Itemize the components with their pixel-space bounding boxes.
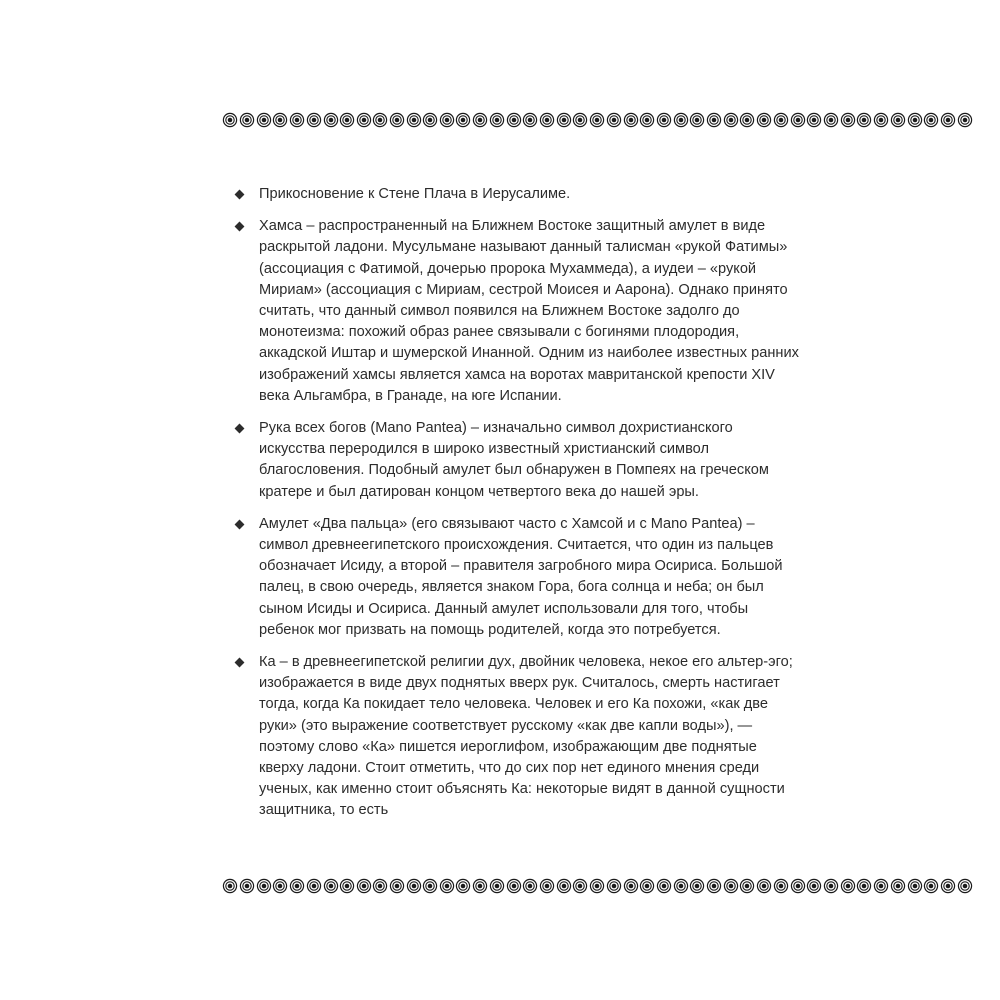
concentric-circle-icon — [289, 878, 305, 894]
list-item — [236, 184, 800, 205]
list-item-text: Прикосновение к Стене Плача в Иерусалиме. — [259, 186, 571, 202]
ornament-group — [572, 878, 639, 894]
ornament-group — [372, 112, 422, 128]
concentric-circle-icon — [372, 878, 388, 894]
concentric-circle-icon — [756, 112, 772, 128]
concentric-circle-icon — [790, 112, 806, 128]
concentric-circle-icon — [339, 878, 355, 894]
concentric-circle-icon — [840, 878, 856, 894]
concentric-circle-icon — [907, 878, 923, 894]
concentric-circle-icon — [489, 878, 505, 894]
concentric-circle-icon — [272, 878, 288, 894]
concentric-circle-icon — [589, 878, 605, 894]
concentric-circle-icon — [272, 112, 288, 128]
ornament-group — [422, 878, 455, 894]
concentric-circle-icon — [957, 878, 973, 894]
concentric-circle-icon — [222, 878, 238, 894]
ornament-group — [272, 112, 339, 128]
list-item-text: Хамса – распространенный на Ближнем Востоке защитный амулет в виде раскрытой ладони. Мусульмане называют данный талисман «рукой Фатимы» (ассоциация с Фатимой, дочерью пророка Мухаммеда), а иудеи – «рукой Мириам» (ассоциация с Мириам, сестрой Моисея и Аарона). Однако принято считать, что данный символ появился на Ближнем Востоке задолго до монотеизма: похожий образ ранее связывали с богинями плодородия, аккадской Иштар и шумерской Инанной. Одним из наиболее известных ранних изображений хамсы является хамса на воротах мавританской крепости XIV века Альгамбра, в Гранаде, на юге Испании. — [259, 218, 799, 404]
ornament-group — [522, 878, 572, 894]
concentric-circle-icon — [356, 112, 372, 128]
concentric-circle-icon — [372, 112, 388, 128]
concentric-circle-icon — [673, 112, 689, 128]
concentric-circle-icon — [706, 112, 722, 128]
concentric-circle-icon — [806, 112, 822, 128]
diamond-bullet-icon — [235, 519, 245, 529]
concentric-circle-icon — [623, 878, 639, 894]
diamond-bullet-icon — [235, 190, 245, 200]
concentric-circle-icon — [289, 112, 305, 128]
ornament-group — [856, 878, 923, 894]
ornament-group — [372, 878, 422, 894]
diamond-bullet-icon — [235, 658, 245, 668]
concentric-circle-icon — [689, 878, 705, 894]
list-item — [236, 514, 800, 641]
ornament-group — [806, 878, 856, 894]
concentric-circle-icon — [522, 878, 538, 894]
concentric-circle-icon — [323, 112, 339, 128]
concentric-circle-icon — [323, 878, 339, 894]
ornament-group — [689, 112, 739, 128]
concentric-circle-icon — [689, 112, 705, 128]
concentric-circle-icon — [472, 878, 488, 894]
concentric-circle-icon — [940, 112, 956, 128]
concentric-circle-icon — [706, 878, 722, 894]
concentric-circle-icon — [723, 878, 739, 894]
concentric-circle-icon — [623, 112, 639, 128]
diamond-bullet-icon — [235, 222, 245, 232]
ornament-group — [739, 112, 806, 128]
concentric-circle-icon — [406, 878, 422, 894]
concentric-circle-icon — [455, 112, 471, 128]
concentric-circle-icon — [439, 112, 455, 128]
concentric-circle-icon — [656, 112, 672, 128]
concentric-circle-icon — [422, 878, 438, 894]
ornament-group — [339, 878, 372, 894]
concentric-circle-icon — [923, 878, 939, 894]
concentric-circle-icon — [256, 112, 272, 128]
list-item-text: Амулет «Два пальца» (его связывают часто с Хамсой и с Mano Pantea) – символ древнеегипетского происхождения. Считается, что один из пальцев обозначает Исиду, а второй – правителя загробного мира Осириса. Большой палец, в свою очередь, является знаком Гора, бога солнца и неба; он был сыном Исиды и Осириса. Данный амулет использовали для того, чтобы ребенок мог призвать на помощь родителей, когда это потребуется. — [259, 515, 783, 638]
list-item — [236, 418, 800, 503]
concentric-circle-icon — [306, 112, 322, 128]
ornament-group — [689, 878, 739, 894]
concentric-circle-icon — [856, 112, 872, 128]
concentric-circle-icon — [522, 112, 538, 128]
ornament-group — [739, 878, 806, 894]
concentric-circle-icon — [222, 112, 238, 128]
ornament-group — [923, 112, 973, 128]
concentric-circle-icon — [472, 112, 488, 128]
ornament-group — [455, 878, 522, 894]
list-item-text: Рука всех богов (Mano Pantea) – изначально символ дохристианского искусства переродился в широко известный христианский символ благословения. Подобный амулет был обнаружен в Помпеях на греческом кратере и был датирован концом четвертого века до нашей эры. — [259, 420, 769, 500]
ornament-group — [272, 878, 339, 894]
ornament-group — [639, 878, 689, 894]
concentric-circle-icon — [356, 878, 372, 894]
concentric-circle-icon — [873, 112, 889, 128]
top-ornament-border — [222, 111, 798, 129]
concentric-circle-icon — [339, 112, 355, 128]
concentric-circle-icon — [756, 878, 772, 894]
ornament-group — [856, 112, 923, 128]
concentric-circle-icon — [873, 878, 889, 894]
concentric-circle-icon — [556, 878, 572, 894]
concentric-circle-icon — [856, 878, 872, 894]
concentric-circle-icon — [572, 878, 588, 894]
ornament-group — [222, 878, 272, 894]
list-item — [236, 652, 800, 822]
concentric-circle-icon — [773, 112, 789, 128]
concentric-circle-icon — [389, 878, 405, 894]
concentric-circle-icon — [506, 878, 522, 894]
concentric-circle-icon — [539, 112, 555, 128]
concentric-circle-icon — [556, 112, 572, 128]
amulet-list — [236, 184, 800, 833]
concentric-circle-icon — [790, 878, 806, 894]
ornament-group — [455, 112, 522, 128]
concentric-circle-icon — [957, 112, 973, 128]
concentric-circle-icon — [673, 878, 689, 894]
concentric-circle-icon — [739, 878, 755, 894]
concentric-circle-icon — [890, 112, 906, 128]
concentric-circle-icon — [406, 112, 422, 128]
ornament-group — [522, 112, 572, 128]
ornament-group — [422, 112, 455, 128]
ornament-group — [806, 112, 856, 128]
bottom-ornament-border — [222, 877, 798, 895]
concentric-circle-icon — [422, 112, 438, 128]
concentric-circle-icon — [823, 112, 839, 128]
concentric-circle-icon — [589, 112, 605, 128]
concentric-circle-icon — [639, 112, 655, 128]
concentric-circle-icon — [823, 878, 839, 894]
concentric-circle-icon — [306, 878, 322, 894]
concentric-circle-icon — [940, 878, 956, 894]
diamond-bullet-icon — [235, 424, 245, 434]
concentric-circle-icon — [923, 112, 939, 128]
concentric-circle-icon — [239, 112, 255, 128]
ornament-group — [222, 112, 272, 128]
concentric-circle-icon — [840, 112, 856, 128]
ornament-group — [339, 112, 372, 128]
concentric-circle-icon — [239, 878, 255, 894]
concentric-circle-icon — [890, 878, 906, 894]
ornament-group — [639, 112, 689, 128]
concentric-circle-icon — [389, 112, 405, 128]
concentric-circle-icon — [606, 878, 622, 894]
concentric-circle-icon — [773, 878, 789, 894]
concentric-circle-icon — [723, 112, 739, 128]
concentric-circle-icon — [739, 112, 755, 128]
concentric-circle-icon — [806, 878, 822, 894]
list-item — [236, 216, 800, 407]
ornament-group — [923, 878, 973, 894]
concentric-circle-icon — [506, 112, 522, 128]
concentric-circle-icon — [656, 878, 672, 894]
concentric-circle-icon — [639, 878, 655, 894]
concentric-circle-icon — [539, 878, 555, 894]
concentric-circle-icon — [606, 112, 622, 128]
concentric-circle-icon — [572, 112, 588, 128]
ornament-group — [572, 112, 639, 128]
list-item-text: Ка – в древнеегипетской религии дух, двойник человека, некое его альтер-эго; изображается в виде двух поднятых вверх рук. Считалось, смерть настигает тогда, когда Ка покидает тело человека. Человек и его Ка похожи, «как две руки» (это выражение соответствует русскому «как две капли воды»), — поэтому слово «Ка» пишется иероглифом, изображающим две поднятые кверху ладони. Стоит отметить, что до сих пор нет единого мнения среди ученых, как именно стоит объяснять Ка: некоторые видят в данной сущности защитника, то есть — [259, 654, 793, 819]
concentric-circle-icon — [455, 878, 471, 894]
concentric-circle-icon — [489, 112, 505, 128]
concentric-circle-icon — [439, 878, 455, 894]
concentric-circle-icon — [256, 878, 272, 894]
concentric-circle-icon — [907, 112, 923, 128]
